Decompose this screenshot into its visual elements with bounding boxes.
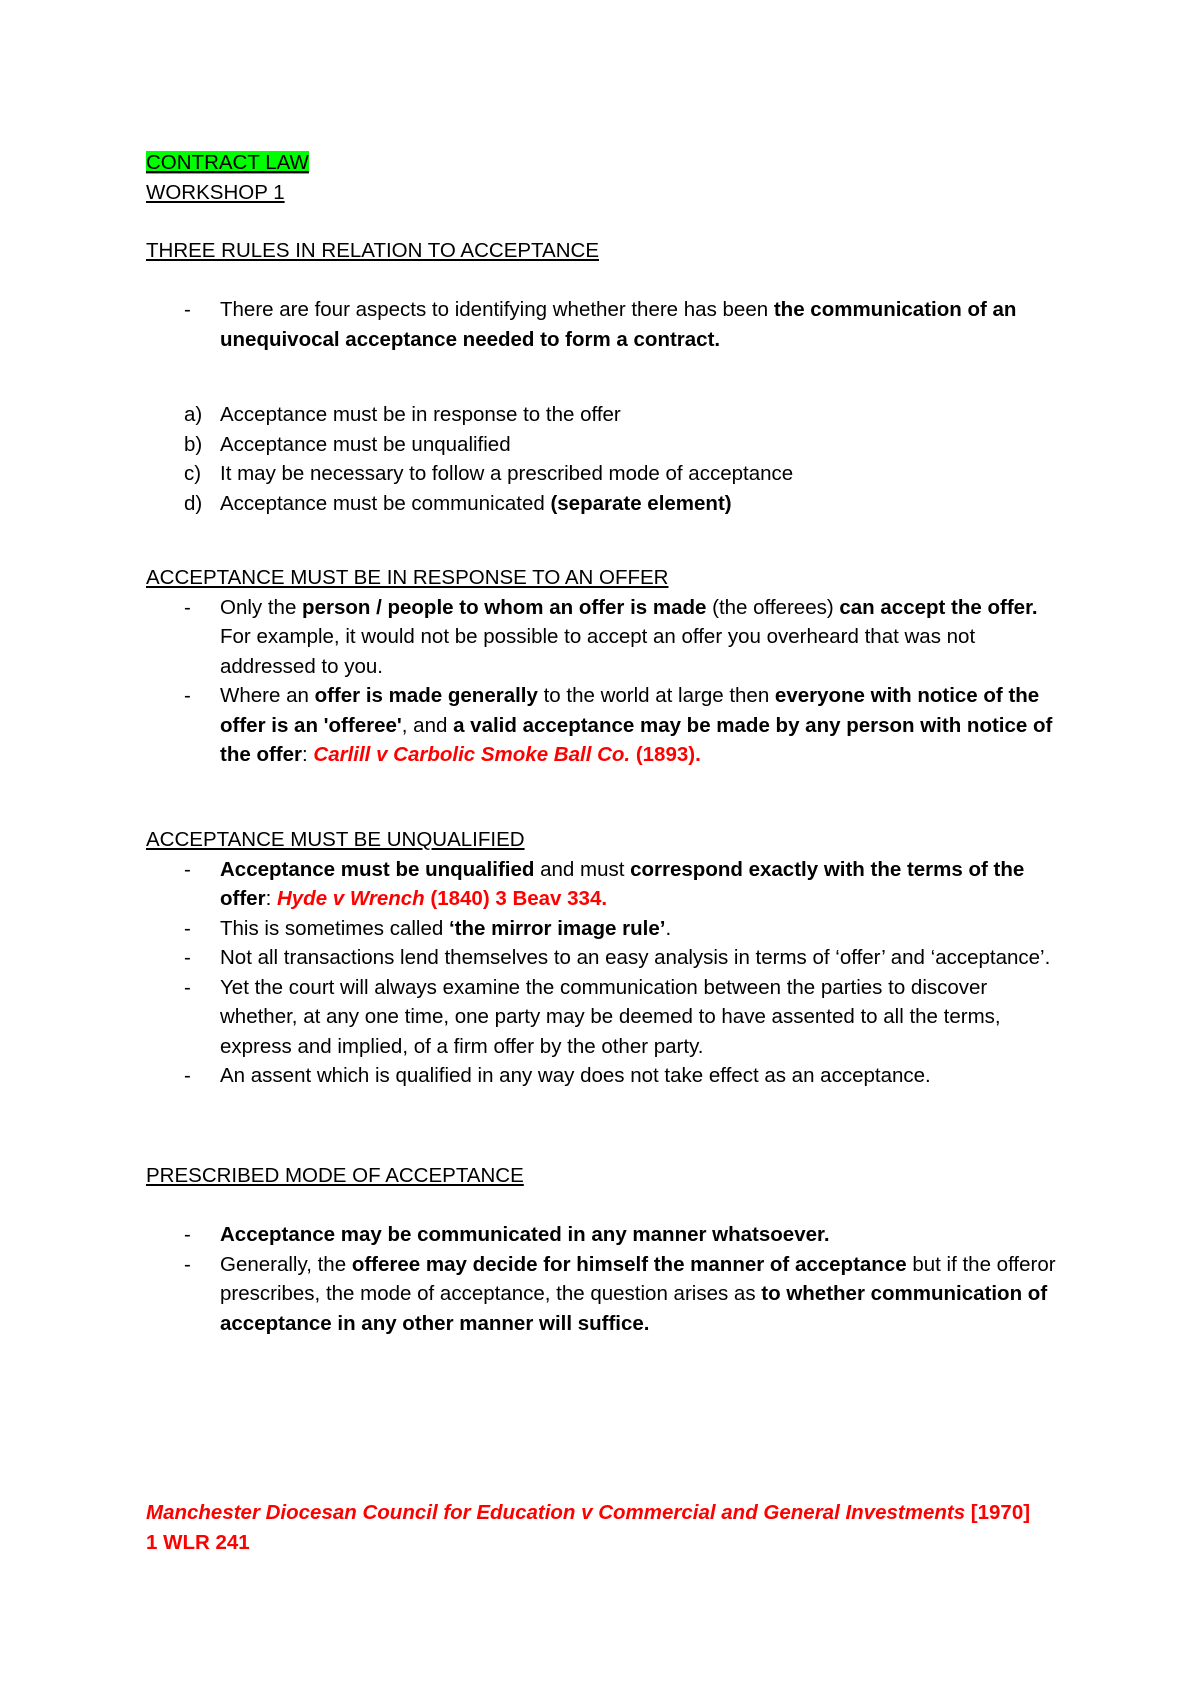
text-run: but if the offeror prescribes, the mode of acceptance, the question arises as (220, 1252, 1056, 1305)
text-run: This is sometimes called (220, 916, 449, 940)
text-run: , and (401, 713, 454, 737)
list-item (146, 430, 1066, 460)
list-item (146, 681, 1066, 770)
text-run-bold: can accept the offer. (839, 595, 1038, 619)
section-heading: ACCEPTANCE MUST BE UNQUALIFIED (146, 828, 525, 851)
list-item-text: Acceptance must be communicated (220, 491, 551, 515)
text-run-bold: correspond exactly with the terms of the offer (220, 857, 1025, 910)
text-run-bold: offer is made generally (314, 684, 538, 707)
text-run: Where an (220, 684, 315, 707)
list-item-text: It may be necessary to follow a prescribed mode of acceptance (220, 462, 794, 485)
list-item-text: Acceptance must be unqualified (220, 432, 511, 456)
text-run-bold: ‘the mirror image rule’ (448, 916, 666, 940)
footer-case-reference (146, 1498, 1066, 1557)
list-item (146, 459, 1066, 489)
list-item (146, 489, 1066, 519)
list-item: - An assent which is qualified in any way does not take effect as an acceptance. (146, 1061, 1066, 1091)
document-title: CONTRACT LAW (146, 151, 309, 174)
text-run-bold: offeree may decide for himself the manner of acceptance (351, 1252, 907, 1276)
document-subtitle: WORKSHOP 1 (146, 180, 285, 204)
case-report: 1 WLR 241 (146, 1530, 250, 1554)
text-run: : (265, 887, 277, 910)
list-item-text: Acceptance must be in response to the offer (220, 403, 621, 426)
list-item (146, 914, 1066, 944)
list-item (146, 400, 1066, 430)
document-header (146, 148, 1066, 207)
case-citation: Carlill v Carbolic Smoke Ball Co. (313, 743, 631, 766)
list-marker: a) (184, 403, 203, 426)
intro-bold: the communication of an unequivocal acceptance needed to form a contract. (220, 298, 1017, 351)
intro-list (146, 295, 1066, 354)
list-marker: d) (184, 491, 203, 515)
section-response-to-offer (146, 563, 1066, 770)
list-item (146, 1250, 1066, 1339)
list-item (146, 295, 1066, 354)
case-citation: Hyde v Wrench (276, 887, 425, 910)
text-run: Only the (220, 595, 303, 619)
text-run-bold: to whether communication of acceptance in any other manner will suffice. (220, 1282, 1048, 1335)
text-run: (the offerees) (706, 595, 840, 619)
alpha-list (146, 400, 1066, 518)
list-item-bold: (separate element) (550, 491, 732, 515)
intro-text: There are four aspects to identifying whether there has been (220, 298, 774, 321)
list-item (146, 855, 1066, 914)
text-run-bold: Acceptance may be communicated in any manner whatsoever. (220, 1223, 830, 1246)
prescribed-list (146, 1220, 1066, 1338)
text-run-bold: everyone with notice of the offer is an 'offeree' (220, 684, 1040, 737)
list-item (146, 1220, 1066, 1250)
case-year: (1840) 3 Beav 334. (424, 887, 608, 910)
text-run-bold: Acceptance must be unqualified (220, 857, 535, 881)
case-citation: Manchester Diocesan Council for Education v Commercial and General Investments (146, 1501, 966, 1524)
section-unqualified (146, 825, 1066, 1091)
text-run-bold: a valid acceptance may be made by any person with notice of the offer (220, 713, 1053, 766)
section-prescribed-mode (146, 1161, 1066, 1191)
section-three-rules (146, 236, 1066, 266)
list-item: - Not all transactions lend themselves to an easy analysis in terms of ‘offer’ and ‘acceptance’. (146, 943, 1066, 973)
text-run: For example, it would not be possible to accept an offer you overheard that was not addressed to you. (220, 625, 976, 678)
list-item: - Yet the court will always examine the communication between the parties to discover whether, at any one time, one party may be deemed to have assented to all the terms, express and implied, of a firm offer by the other party. (146, 973, 1066, 1062)
section-heading: THREE RULES IN RELATION TO ACCEPTANCE (146, 239, 599, 262)
text-run: and must (534, 857, 631, 881)
list-item (146, 593, 1066, 682)
text-run: to the world at large then (537, 684, 775, 707)
text-run: Generally, the (220, 1252, 352, 1276)
list-marker: c) (184, 462, 202, 485)
text-run-bold: person / people to whom an offer is made (302, 595, 707, 619)
list-marker: b) (184, 432, 203, 456)
text-run: : (302, 743, 314, 766)
section-heading: ACCEPTANCE MUST BE IN RESPONSE TO AN OFFER (146, 566, 669, 589)
text-run: . (665, 916, 672, 940)
section-heading: PRESCRIBED MODE OF ACCEPTANCE (146, 1164, 524, 1187)
case-year: (1893). (630, 743, 701, 766)
case-year: [1970] (965, 1501, 1031, 1524)
